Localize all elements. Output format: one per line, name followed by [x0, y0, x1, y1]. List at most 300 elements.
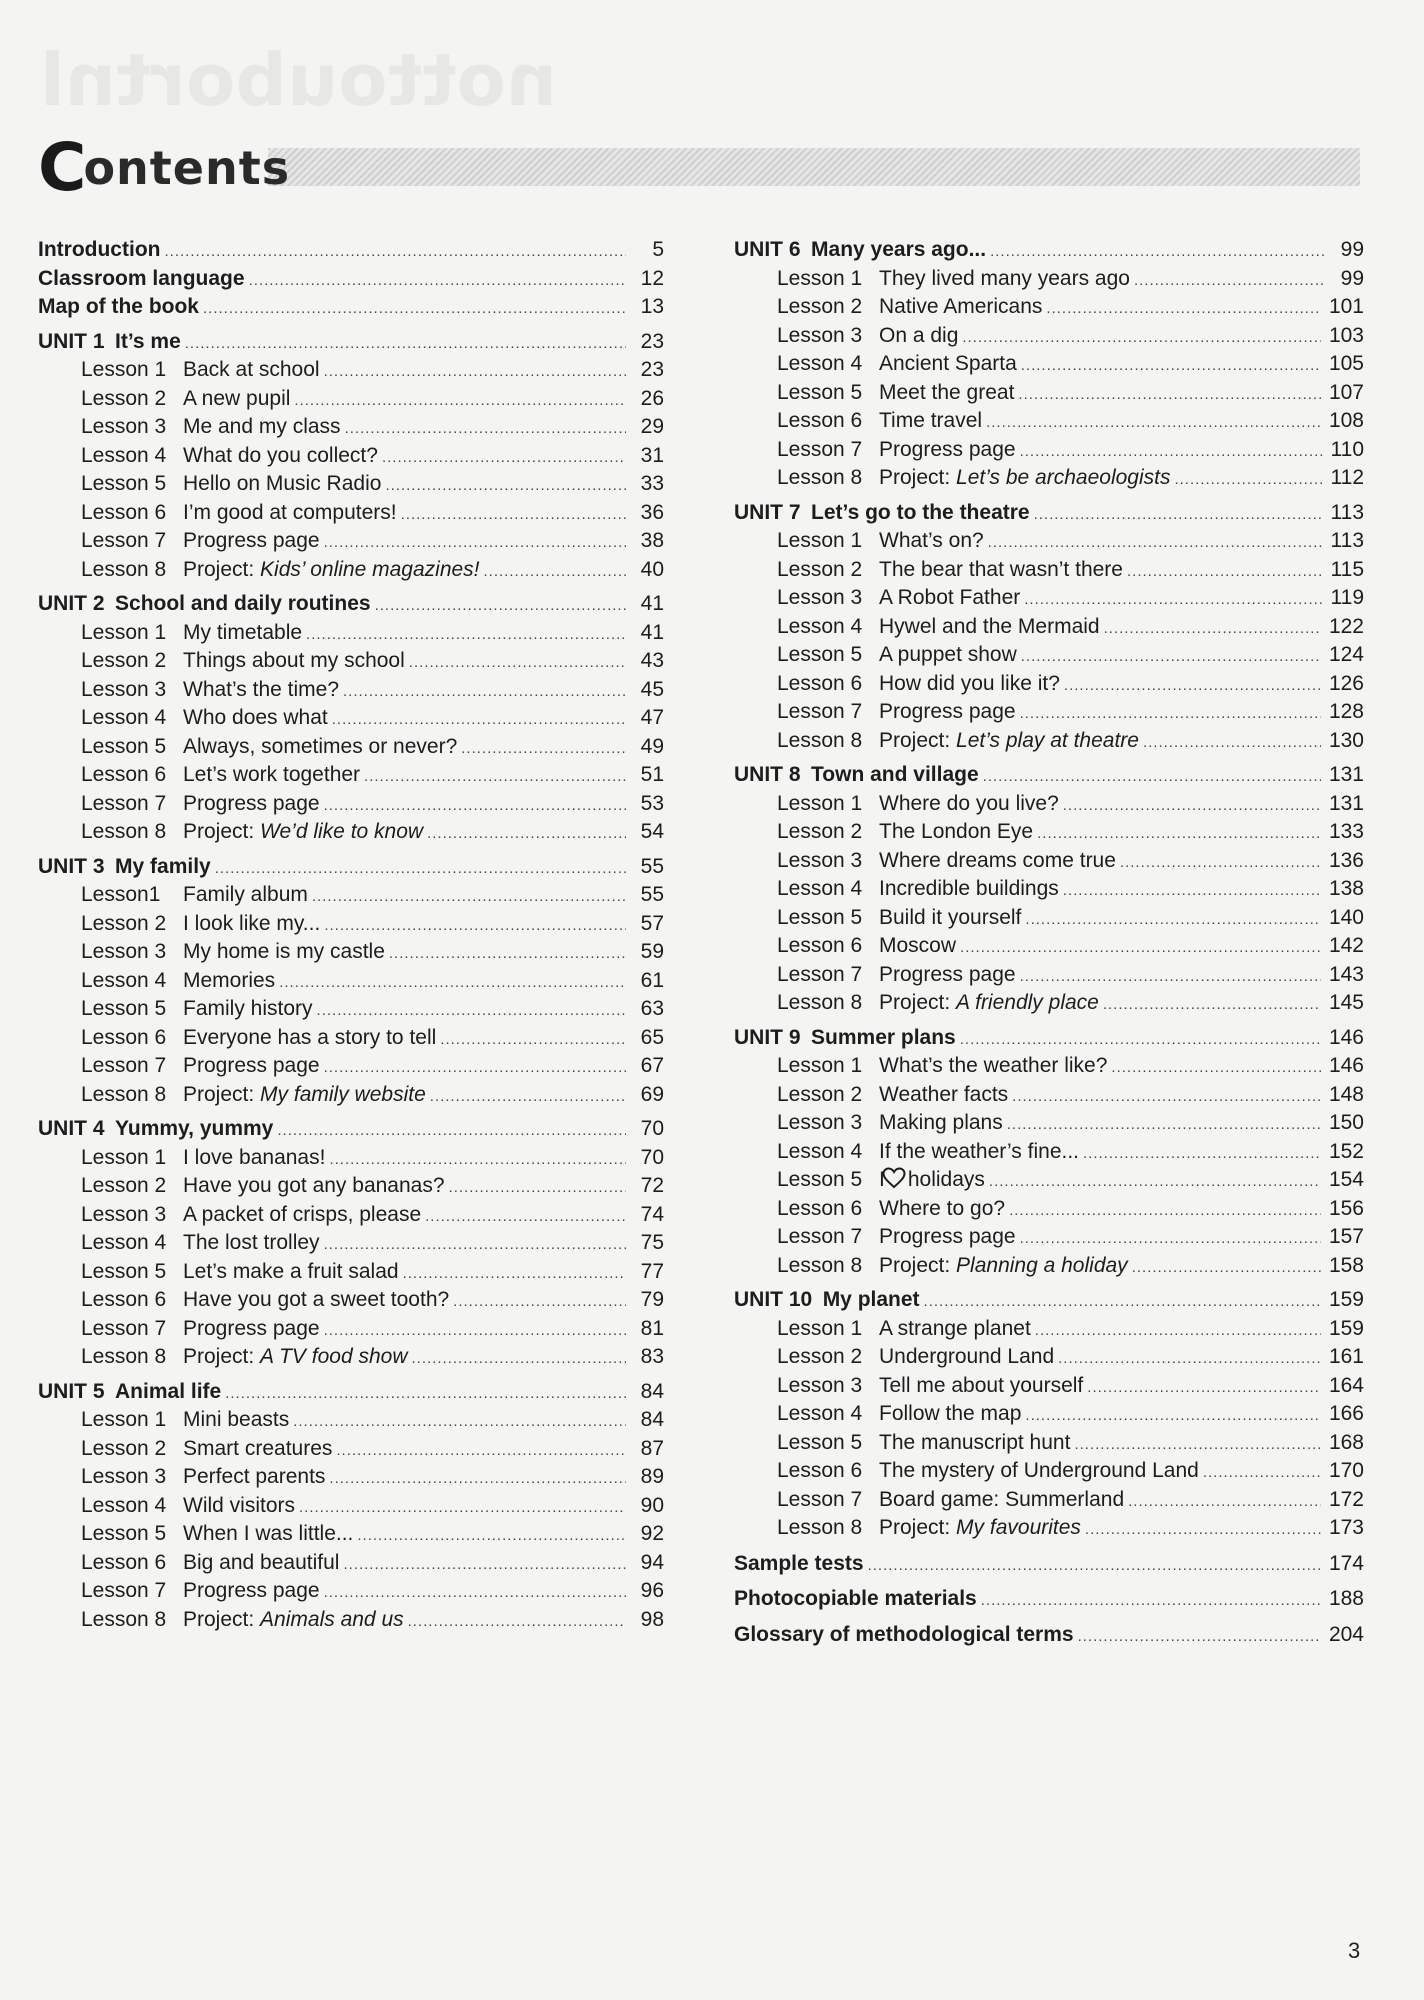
page-ref: 146 [1328, 1054, 1364, 1077]
lesson-label [81, 470, 381, 499]
lesson-number: Lesson 5 [81, 1259, 167, 1283]
toc-entry-unit-6[interactable] [734, 236, 1364, 265]
toc-entry-unit-1[interactable] [38, 328, 664, 357]
lesson-label [777, 1457, 1199, 1486]
toc-entry-unit-10-lesson-2[interactable] [734, 1343, 1364, 1372]
lesson-label [81, 910, 320, 939]
leader-dots [215, 855, 626, 884]
toc-entry-unit-9-lesson-6[interactable] [734, 1195, 1364, 1224]
lesson-title: A Robot Father [879, 586, 1021, 609]
lesson-title: The manuscript hunt [879, 1430, 1071, 1454]
page-ref: 43 [640, 649, 664, 672]
page-ref: 148 [1328, 1082, 1364, 1106]
toc-entry-unit-8[interactable] [734, 761, 1364, 790]
toc-entry-unit-7-lesson-3[interactable] [734, 584, 1364, 613]
toc-entry-introduction[interactable]: Introduction ..... 5 [38, 236, 664, 265]
page-ref: 81 [640, 1316, 664, 1340]
page-ref: 69 [640, 1082, 664, 1106]
toc-entry-unit-8-lesson-3[interactable] [734, 847, 1364, 876]
toc-entry-unit-4-lesson-1[interactable] [38, 1144, 664, 1173]
page-ref: 55 [640, 854, 664, 878]
leader-dots [1134, 267, 1326, 296]
lesson-number: Lesson 7 [81, 1579, 167, 1602]
toc-entry-unit-10-lesson-4[interactable] [734, 1400, 1364, 1429]
lesson-label [81, 790, 320, 819]
toc-entry-unit-1-lesson-3[interactable] [38, 413, 664, 442]
lesson-label [777, 1315, 1031, 1344]
lesson-title: Native Americans [879, 295, 1043, 318]
toc-entry-unit-6-lesson-5[interactable] [734, 379, 1364, 408]
lesson-number: Lesson1 [81, 883, 161, 906]
page-ref: 57 [640, 911, 664, 935]
unit-3-block [38, 853, 664, 1110]
leader-dots [385, 472, 626, 501]
lesson-number: Lesson 3 [81, 677, 167, 701]
toc-entry-unit-5-lesson-3[interactable] [38, 1463, 664, 1492]
leader-dots [1012, 1083, 1321, 1112]
toc-entry-unit-5-lesson-5[interactable] [38, 1520, 664, 1549]
leader-dots [1020, 963, 1321, 992]
leader-dots [1064, 672, 1321, 701]
lesson-number: Lesson 3 [777, 1373, 863, 1397]
toc-entry-unit-1-lesson-1[interactable] [38, 356, 664, 385]
lesson-label [777, 790, 1059, 819]
unit-title: My planet [822, 1288, 920, 1311]
unit-8-block [734, 761, 1364, 1018]
toc-entry-unit-4-lesson-8[interactable] [38, 1343, 664, 1372]
toc-entry-classroom-language[interactable]: Classroom language ..... 12 [38, 265, 664, 294]
lesson-label [777, 436, 1016, 465]
contents-header [38, 129, 1360, 206]
lesson-label [777, 407, 982, 436]
toc-entry-unit-7-lesson-6[interactable] [734, 670, 1364, 699]
lesson-number: Lesson 6 [81, 1288, 167, 1311]
toc-entry-unit-9-lesson-7[interactable] [734, 1223, 1364, 1252]
lesson-title: They lived many years ago [879, 266, 1130, 290]
unit-number: UNIT 8 [734, 763, 801, 786]
toc-entry-unit-8-lesson-2[interactable] [734, 818, 1364, 847]
lesson-title: Progress page [183, 1579, 320, 1602]
lesson-number: Lesson 6 [81, 763, 167, 786]
lesson-label [81, 1463, 325, 1492]
leader-dots [1111, 1054, 1321, 1083]
leader-dots [409, 649, 626, 678]
lesson-label [777, 265, 1130, 294]
toc-entry-unit-2-lesson-2[interactable] [38, 647, 664, 676]
leader-dots [324, 1317, 626, 1346]
lesson-label [81, 1549, 339, 1578]
lesson-project-prefix: Project: [879, 1253, 951, 1277]
lesson-title: Let’s play at theatre [956, 728, 1139, 752]
leader-dots [1120, 849, 1321, 878]
page-ref: 131 [1328, 791, 1364, 815]
lesson-label [81, 356, 320, 385]
lesson-number: Lesson 4 [777, 877, 863, 900]
lesson-number: Lesson 7 [777, 437, 863, 461]
lesson-title: What’s on? [879, 529, 984, 552]
title-first-letter: C [38, 129, 88, 206]
toc-entry-unit-1-lesson-2[interactable] [38, 385, 664, 414]
page-ref: 70 [640, 1145, 664, 1169]
leader-dots [1132, 1254, 1321, 1283]
toc-entry-unit-8-lesson-4[interactable] [734, 875, 1364, 904]
leader-dots [453, 1288, 626, 1317]
leader-dots [484, 558, 626, 587]
page-ref: 53 [640, 791, 664, 815]
lesson-label [777, 379, 1014, 408]
leader-dots [1174, 466, 1322, 495]
leader-dots [324, 1231, 626, 1260]
page-ref: 99 [1340, 266, 1364, 290]
toc-entry-unit-8-lesson-6[interactable] [734, 932, 1364, 961]
toc-entry-unit-1-lesson-6[interactable] [38, 499, 664, 528]
page-ref: 126 [1328, 671, 1364, 695]
toc-entry-unit-5-lesson-4[interactable] [38, 1492, 664, 1521]
page-ref: 75 [640, 1231, 664, 1254]
toc-entry-unit-10-lesson-5[interactable] [734, 1429, 1364, 1458]
toc-entry-unit-3-lesson-1[interactable] [38, 881, 664, 910]
lesson-number: Lesson 8 [81, 1082, 167, 1106]
toc-entry-unit-3-lesson-2[interactable] [38, 910, 664, 939]
toc-entry-unit-6-lesson-3[interactable] [734, 322, 1364, 351]
lesson-title: Family album [183, 883, 308, 906]
toc-entry-unit-9-lesson-2[interactable] [734, 1081, 1364, 1110]
page-ref: 108 [1328, 409, 1364, 432]
unit-title: School and daily routines [115, 592, 371, 615]
leader-dots [1021, 352, 1321, 381]
leader-dots [343, 678, 626, 707]
lesson-title: A puppet show [879, 643, 1017, 666]
page-ref: 45 [640, 677, 664, 701]
toc-entry-unit-4-lesson-7[interactable] [38, 1315, 664, 1344]
page-ref: 110 [1330, 437, 1364, 461]
toc-entry-unit-6-lesson-2[interactable] [734, 293, 1364, 322]
lesson-number: Lesson 1 [777, 529, 863, 552]
toc-entry-unit-10-lesson-6[interactable] [734, 1457, 1364, 1486]
lesson-number: Lesson 8 [81, 1345, 167, 1368]
leader-dots [343, 1551, 626, 1580]
toc-entry-photocopiable-materials[interactable]: Photocopiable materials ..... 188 [734, 1585, 1364, 1614]
unit-number: UNIT 7 [734, 500, 801, 524]
page-ref: 90 [640, 1493, 664, 1517]
lesson-label [81, 995, 313, 1024]
page-ref: 152 [1328, 1139, 1364, 1163]
lesson-number: Lesson 5 [81, 1522, 167, 1545]
toc-entry-unit-7-lesson-5[interactable] [734, 641, 1364, 670]
lesson-number: Lesson 6 [777, 409, 863, 432]
lesson-number: Lesson 7 [81, 529, 167, 552]
lesson-label [777, 989, 1099, 1018]
leader-dots [1020, 438, 1323, 467]
lesson-label [81, 1435, 332, 1464]
lesson-number: Lesson 1 [777, 1316, 863, 1340]
toc-entry-unit-2-lesson-7[interactable] [38, 790, 664, 819]
lesson-number: Lesson 7 [777, 962, 863, 986]
page-ref: 170 [1328, 1459, 1364, 1482]
leader-dots [960, 934, 1321, 963]
lesson-label [81, 818, 423, 847]
lesson-number: Lesson 4 [81, 706, 167, 729]
toc-entry-unit-2-lesson-4[interactable] [38, 704, 664, 733]
lesson-number: Lesson 7 [777, 1487, 863, 1511]
page-ref: 119 [1330, 586, 1364, 609]
leader-dots [1035, 1317, 1321, 1346]
leader-dots [1085, 1516, 1321, 1545]
lesson-number: Lesson 6 [777, 1459, 863, 1482]
toc-entry-unit-9[interactable] [734, 1024, 1364, 1053]
lesson-title: Weather facts [879, 1082, 1009, 1106]
lesson-title: Meet the great [879, 380, 1015, 404]
toc-entry-unit-5[interactable] [38, 1378, 664, 1407]
lesson-title: Me and my class [183, 415, 341, 438]
lesson-number: Lesson 2 [777, 1082, 863, 1106]
toc-entry-unit-1-lesson-4[interactable] [38, 442, 664, 471]
leader-dots [1128, 1488, 1321, 1517]
lesson-project-prefix: Project: [183, 820, 255, 843]
leader-dots [981, 1587, 1321, 1616]
toc-entry-unit-9-lesson-4[interactable] [734, 1138, 1364, 1167]
page-ref: 59 [640, 940, 664, 963]
show-through-shadow: nottoubortnl [40, 38, 558, 122]
leader-dots [989, 1168, 1321, 1197]
lesson-label [777, 1372, 1083, 1401]
toc-entry-unit-6-lesson-4[interactable] [734, 350, 1364, 379]
page-ref: 84 [640, 1408, 664, 1431]
toc-entry-unit-2-lesson-3[interactable] [38, 676, 664, 705]
toc-entry-unit-10-lesson-7[interactable] [734, 1486, 1364, 1515]
lesson-title: Always, sometimes or never? [183, 734, 458, 758]
leader-dots [294, 387, 626, 416]
lesson-label [81, 1201, 421, 1230]
page-ref: 74 [640, 1202, 664, 1226]
leader-dots [1087, 1374, 1321, 1403]
leader-dots [324, 1579, 626, 1608]
lesson-number: Lesson 6 [777, 671, 863, 695]
toc-entry-unit-8-lesson-1[interactable] [734, 790, 1364, 819]
lesson-label [777, 584, 1020, 613]
lesson-number: Lesson 4 [777, 1139, 863, 1163]
toc-entry-unit-1-lesson-7[interactable] [38, 527, 664, 556]
toc-entry-unit-3-lesson-8[interactable] [38, 1081, 664, 1110]
toc-entry-unit-7-lesson-1[interactable] [734, 527, 1364, 556]
page-ref: 128 [1328, 700, 1364, 723]
page-ref: 131 [1328, 763, 1364, 786]
page-ref: 157 [1328, 1225, 1364, 1248]
toc-entry-unit-2-lesson-5[interactable] [38, 733, 664, 762]
unit-heading [734, 1286, 920, 1315]
leader-dots [1074, 1431, 1321, 1460]
leader-dots [1007, 1111, 1321, 1140]
lesson-label [777, 527, 984, 556]
lesson-number: Lesson 1 [777, 791, 863, 815]
toc-entry-unit-3-lesson-5[interactable] [38, 995, 664, 1024]
page-ref: 70 [640, 1117, 664, 1140]
leader-dots [382, 444, 626, 473]
page-ref: 33 [640, 472, 664, 495]
leader-dots [329, 1465, 626, 1494]
toc-entry-unit-4-lesson-6[interactable] [38, 1286, 664, 1315]
toc-entry-unit-1-lesson-8[interactable] [38, 556, 664, 585]
leader-dots [430, 1083, 626, 1112]
lesson-label [777, 1166, 985, 1198]
unit-title: My family [115, 854, 211, 878]
toc-entry-map-of-book[interactable]: Map of the book ..... 13 [38, 293, 664, 322]
page-ref: 79 [640, 1288, 664, 1311]
page-ref: 65 [640, 1025, 664, 1049]
lesson-number: Lesson 6 [777, 934, 863, 957]
leader-dots [324, 529, 626, 558]
lesson-label [81, 1315, 320, 1344]
toc-entry-unit-8-lesson-5[interactable] [734, 904, 1364, 933]
title-hatched-bar [268, 148, 1360, 186]
page-ref: 150 [1328, 1111, 1364, 1134]
lesson-title: Progress page [879, 1225, 1016, 1248]
toc-entry-unit-5-lesson-6[interactable] [38, 1549, 664, 1578]
page-ref: 94 [640, 1550, 664, 1574]
toc-entry-unit-3-lesson-6[interactable] [38, 1024, 664, 1053]
toc-entry-unit-5-lesson-8[interactable] [38, 1606, 664, 1635]
toc-entry-unit-8-lesson-7[interactable] [734, 961, 1364, 990]
toc-entry-unit-5-lesson-2[interactable] [38, 1435, 664, 1464]
toc-entry-unit-3-lesson-4[interactable] [38, 967, 664, 996]
toc-entry-unit-6-lesson-6[interactable] [734, 407, 1364, 436]
lesson-project-prefix: Project: [879, 991, 951, 1014]
toc-entry-unit-6-lesson-7[interactable] [734, 436, 1364, 465]
leader-dots [1103, 991, 1321, 1020]
toc-entry-unit-4-lesson-4[interactable] [38, 1229, 664, 1258]
unit-4-block [38, 1115, 664, 1372]
lesson-title: Let’s be archaeologists [956, 466, 1171, 489]
toc-entry-unit-10-lesson-3[interactable] [734, 1372, 1364, 1401]
leader-dots [1058, 1345, 1321, 1374]
page-ref: 113 [1330, 529, 1364, 552]
toc-entry-unit-5-lesson-7[interactable] [38, 1577, 664, 1606]
toc-entry-unit-7-lesson-4[interactable] [734, 613, 1364, 642]
lesson-title: What’s the time? [183, 677, 340, 701]
toc-entry-unit-4-lesson-2[interactable] [38, 1172, 664, 1201]
toc-entry-unit-2-lesson-6[interactable] [38, 761, 664, 790]
leader-dots [357, 1522, 626, 1551]
lesson-label [777, 932, 956, 961]
toc-entry-sample-tests[interactable]: Sample tests ..... 174 [734, 1550, 1364, 1579]
page-ref: 107 [1328, 380, 1364, 404]
page-ref: 159 [1328, 1288, 1364, 1311]
lesson-title: Mini beasts [183, 1408, 290, 1431]
lesson-number: Lesson 5 [777, 1430, 863, 1454]
page-ref: 96 [640, 1579, 664, 1602]
toc-entry-unit-2[interactable] [38, 590, 664, 619]
lesson-label [777, 322, 958, 351]
unit-title: Animal life [115, 1379, 222, 1403]
lesson-label [81, 385, 290, 414]
lesson-number: Lesson 2 [81, 1174, 167, 1197]
leader-dots [306, 621, 626, 650]
toc-entry-unit-4[interactable] [38, 1115, 664, 1144]
lesson-title: I look like my... [183, 911, 321, 935]
unit-title: It’s me [115, 329, 181, 353]
page-ref: 158 [1328, 1253, 1364, 1277]
toc-entry-unit-4-lesson-5[interactable] [38, 1258, 664, 1287]
toc-entry-unit-3-lesson-3[interactable] [38, 938, 664, 967]
toc-entry-unit-10-lesson-8[interactable] [734, 1514, 1364, 1543]
unit-heading [734, 499, 1030, 528]
leader-dots [299, 1494, 626, 1523]
leader-dots [1025, 1402, 1321, 1431]
lesson-number: Lesson 4 [81, 1493, 167, 1517]
lesson-number: Lesson 6 [81, 1025, 167, 1049]
lesson-label [81, 1229, 320, 1258]
heart-icon [882, 1167, 906, 1198]
toc-entry-unit-2-lesson-8[interactable] [38, 818, 664, 847]
lesson-number: Lesson 6 [81, 1550, 167, 1574]
toc-entry-unit-7-lesson-7[interactable] [734, 698, 1364, 727]
toc-entry-unit-7[interactable] [734, 499, 1364, 528]
toc-entry-unit-9-lesson-8[interactable] [734, 1252, 1364, 1281]
lesson-number: Lesson 1 [81, 1408, 167, 1431]
lesson-label [81, 1520, 353, 1549]
leader-dots [324, 1054, 626, 1083]
toc-entry-unit-6-lesson-8[interactable] [734, 464, 1364, 493]
unit-number: UNIT 5 [38, 1379, 105, 1403]
toc-entry-unit-5-lesson-1[interactable] [38, 1406, 664, 1435]
leader-dots [1024, 586, 1322, 615]
toc-entry-unit-6-lesson-1[interactable] [734, 265, 1364, 294]
toc-entry-glossary[interactable]: Glossary of methodological terms ..... 204 [734, 1621, 1364, 1650]
lesson-label [81, 1172, 445, 1201]
page-ref: 145 [1328, 991, 1364, 1014]
toc-entry-unit-2-lesson-1[interactable] [38, 619, 664, 648]
toc-entry-unit-3-lesson-7[interactable] [38, 1052, 664, 1081]
leader-dots [164, 238, 626, 267]
lesson-label [81, 1144, 325, 1173]
lesson-title: Ancient Sparta [879, 352, 1017, 375]
page-ref: 138 [1328, 877, 1364, 900]
toc-entry-unit-1-lesson-5[interactable] [38, 470, 664, 499]
page-ref: 23 [640, 358, 664, 381]
toc-entry-unit-10-lesson-1[interactable] [734, 1315, 1364, 1344]
lesson-title: We’d like to know [260, 820, 424, 843]
toc-entry-unit-4-lesson-3[interactable] [38, 1201, 664, 1230]
leader-dots [375, 592, 626, 621]
lesson-title: Where dreams come true [879, 848, 1116, 872]
lesson-number: Lesson 2 [777, 295, 863, 318]
unit-number: UNIT 1 [38, 329, 105, 353]
leader-dots [1083, 1140, 1321, 1169]
toc-entry-unit-9-lesson-3[interactable] [734, 1109, 1364, 1138]
unit-heading [734, 236, 986, 265]
lesson-title: A new pupil [183, 386, 291, 410]
lesson-title: Progress page [183, 1054, 320, 1077]
toc-entry-unit-9-lesson-5[interactable] [734, 1166, 1364, 1195]
lesson-label [81, 527, 320, 556]
unit-1-block [38, 328, 664, 585]
toc-entry-unit-7-lesson-2[interactable] [734, 556, 1364, 585]
lesson-number: Lesson 8 [777, 1516, 863, 1539]
toc-entry-unit-9-lesson-1[interactable] [734, 1052, 1364, 1081]
toc-entry-unit-3[interactable] [38, 853, 664, 882]
lesson-title: What do you collect? [183, 443, 378, 467]
toc-entry-unit-7-lesson-8[interactable] [734, 727, 1364, 756]
toc-entry-unit-8-lesson-8[interactable] [734, 989, 1364, 1018]
lesson-title: A TV food show [260, 1345, 408, 1368]
page-ref: 51 [640, 763, 664, 786]
lesson-label [81, 1024, 436, 1053]
lesson-title: Progress page [183, 1316, 320, 1340]
unit-heading [38, 1378, 221, 1407]
lesson-number: Lesson 8 [777, 466, 863, 489]
lesson-title: Time travel [879, 409, 983, 432]
toc-entry-unit-10[interactable] [734, 1286, 1364, 1315]
